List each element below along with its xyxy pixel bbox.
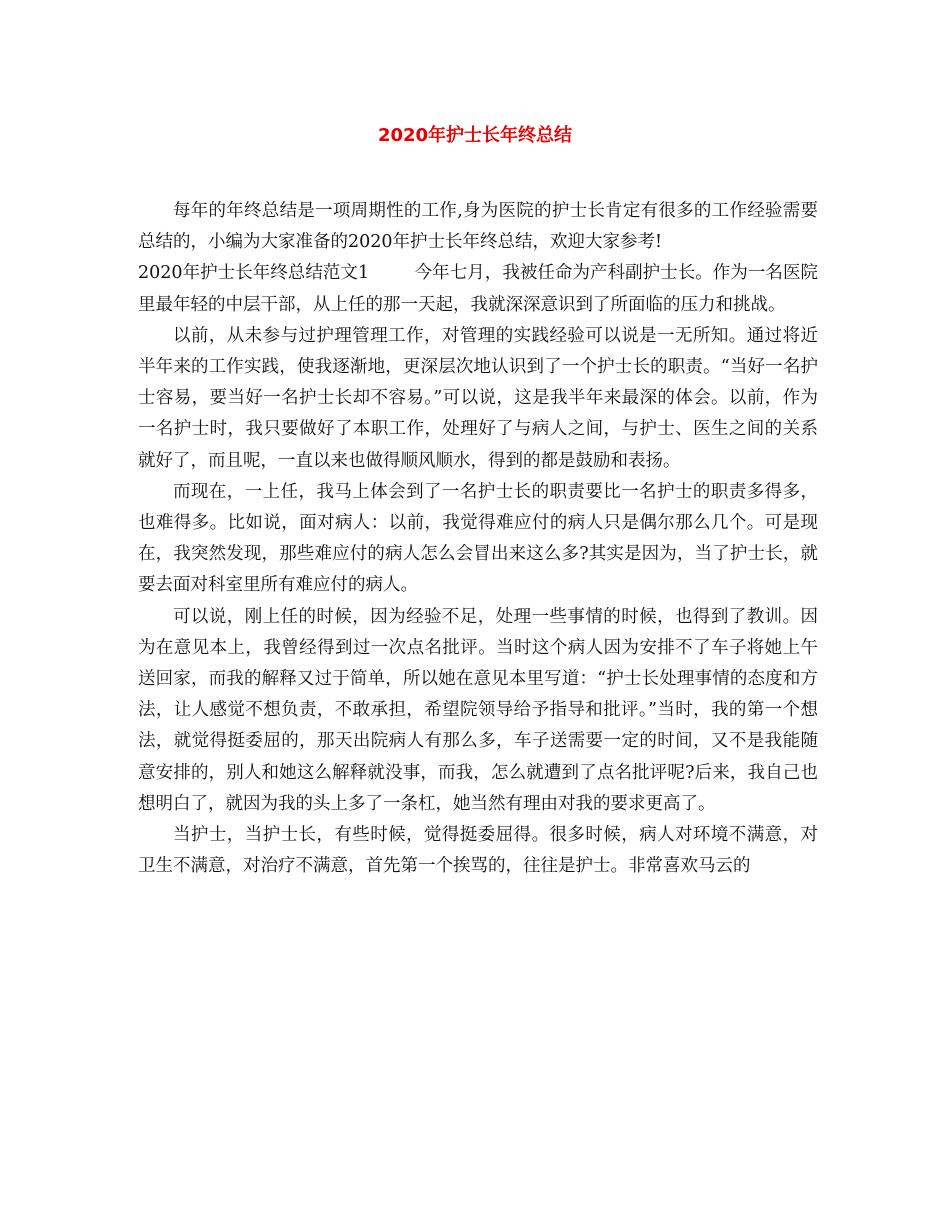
- sample-paragraph: [138, 258, 818, 320]
- intro-paragraph: 每年的年终总结是一项周期性的工作,身为医院的护士长肯定有很多的工作经验需要总结的，小编为大家准备的2020年护士长年终总结，欢迎大家参考!: [138, 201, 818, 253]
- body-paragraph-2: 而现在，一上任，我马上体会到了一名护士长的职责要比一名护士的职责多得多，也难得多。比如说，面对病人：以前，我觉得难应付的病人只是偶尔那么几个。可是现在，我突然发现，那些难应付的病人怎么会冒出来这么多?其实是因为，当了护士长，就要去面对科室里所有难应付的病人。: [138, 481, 818, 596]
- body-paragraph-1: 以前，从未参与过护理管理工作，对管理的实践经验可以说是一无所知。通过将近半年来的工作实践，使我逐渐地，更深层次地认识到了一个护士长的职责。“当好一名护士容易，要当好一名护士长却不容易。”可以说，这是我半年来最深的体会。以前，作为一名护士时，我只要做好了本职工作，处理好了与病人之间，与护士、医生之间的关系就好了，而且呢，一直以来也做得顺风顺水，得到的都是鼓励和表扬。: [138, 325, 818, 471]
- sample-heading: 2020年护士长年终总结范文1: [138, 263, 370, 284]
- sample-first-text: 今年七月，我被任命为产科副护士长。作为一名医院里最年轻的中层干部，从上任的那一天起，我就深深意识到了所面临的压力和挑战。: [138, 263, 819, 315]
- document-title: 2020年护士长年终总结: [377, 125, 573, 146]
- body-paragraph-3: 可以说，刚上任的时候，因为经验不足，处理一些事情的时候，也得到了教训。因为在意见本上，我曾经得到过一次点名批评。当时这个病人因为安排不了车子将她上午送回家，而我的解释又过于简单，所以她在意见本里写道：“护士长处理事情的态度和方法，让人感觉不想负责，不敢承担，希望院领导给予指导和批评。”当时，我的第一个想法，就觉得挺委屈的，那天出院病人有那么多，车子送需要一定的时间，又不是我能随意安排的，别人和她这么解释就没事，而我，怎么就遭到了点名批评呢?后来，我自己也想明白了，就因为我的头上多了一条杠，她当然有理由对我的要求更高了。: [138, 606, 818, 814]
- body-paragraph-4: 当护士，当护士长，有些时候，觉得挺委屈得。很多时候，病人对环境不满意，对卫生不满意，对治疗不满意，首先第一个挨骂的，往往是护士。非常喜欢马云的: [138, 825, 818, 877]
- document-body: [138, 196, 818, 882]
